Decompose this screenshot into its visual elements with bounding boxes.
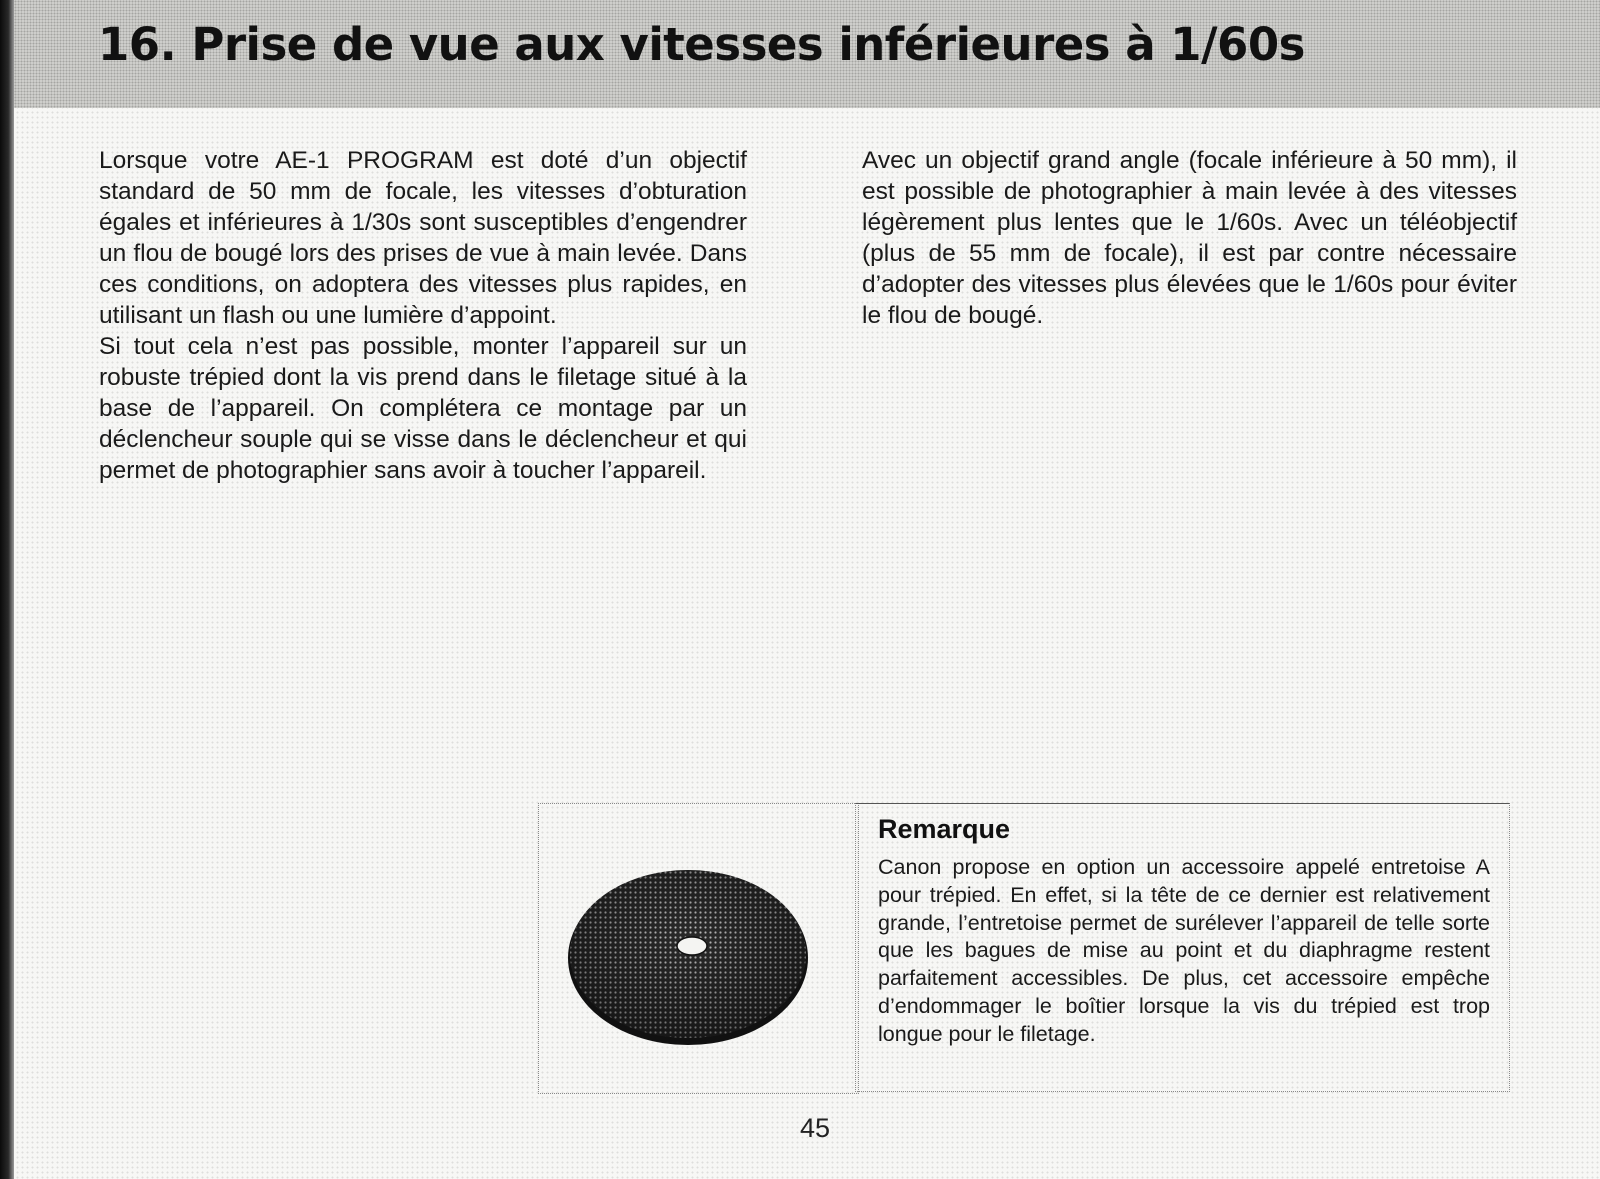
tripod-spacer-disc-illustration bbox=[563, 850, 813, 1060]
right-column bbox=[862, 145, 1517, 331]
left-paragraph-1: Lorsque votre AE-1 PROGRAM est doté d’un objectif standard de 50 mm de focale, les vitesses d’obturation égales et inférieures à 1/30s sont susceptibles d’engendrer un flou de bougé lors des prises de vue à main levée. Dans ces conditions, on adoptera des vitesses plus rapides, en utilisant un flash ou une lumière d’appoint. bbox=[99, 147, 747, 329]
page-number: 45 bbox=[800, 1113, 831, 1143]
note-title: Remarque bbox=[878, 814, 1011, 844]
note-box bbox=[855, 803, 1510, 1092]
right-paragraph-1: Avec un objectif grand angle (focale inférieure à 50 mm), il est possible de photographier à main levée à des vitesses légèrement plus lentes que le 1/60s. Avec un téléobjectif (plus de 55 mm de focale), il est par contre nécessaire d’adopter des vitesses plus élevées que le 1/60s pour éviter le flou de bougé. bbox=[862, 147, 1517, 329]
left-paragraph-2: Si tout cela n’est pas possible, monter l’appareil sur un robuste trépied dont la vis prend dans le filetage situé à la base de l’appareil. On complétera ce montage par un déclencheur souple qui se visse dans le déclencheur et qui permet de photographier sans avoir à toucher l’appareil. bbox=[99, 333, 747, 484]
center-hole bbox=[677, 937, 707, 955]
binding-edge bbox=[0, 0, 14, 1179]
left-column bbox=[99, 145, 747, 486]
page-title: 16. Prise de vue aux vitesses inférieures à 1/60s bbox=[98, 18, 1305, 71]
note-text: Canon propose en option un accessoire appelé entretoise A pour trépied. En effet, si la tête de ce dernier est relativement grande, l’entretoise permet de surélever l’appareil de telle sorte que les bagues de mise au point et du diaphragme restent parfaitement accessibles. De plus, cet accessoire empêche d’endommager le boîtier lorsque la vis du trépied est trop longue pour le filetage. bbox=[878, 855, 1490, 1046]
figure-box bbox=[538, 803, 859, 1094]
